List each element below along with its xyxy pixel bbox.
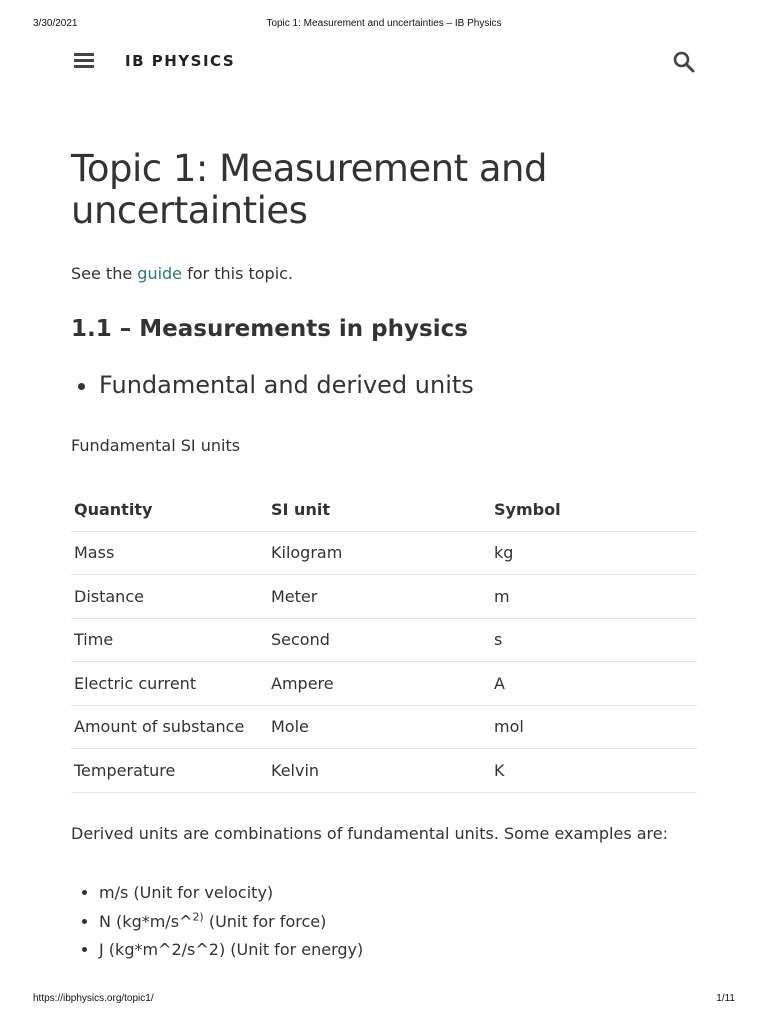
- intro-prefix: See the: [71, 264, 138, 283]
- table-row: [71, 705, 697, 749]
- subtopic-item: • Fundamental and derived units: [99, 369, 474, 401]
- search-icon[interactable]: [672, 50, 696, 74]
- table-row: [71, 749, 697, 793]
- section-heading: 1.1 – Measurements in physics: [71, 316, 468, 342]
- list-item: • J (kg*m^2/s^2) (Unit for energy): [99, 936, 363, 965]
- table-cell: Distance: [71, 575, 268, 619]
- table-cell: Time: [71, 618, 268, 662]
- example-text: (Unit for force): [203, 911, 327, 931]
- table-cell: Mole: [268, 705, 491, 749]
- table-row: [71, 662, 697, 706]
- column-header: Symbol: [491, 488, 697, 531]
- page-title: Topic 1: Measurement and uncertainties: [71, 147, 547, 232]
- table-cell: m: [491, 575, 697, 619]
- table-cell: Meter: [268, 575, 491, 619]
- table-cell: Amount of substance: [71, 705, 268, 749]
- table-cell: mol: [491, 705, 697, 749]
- table-cell: Kelvin: [268, 749, 491, 793]
- site-title[interactable]: IB PHYSICS: [125, 52, 236, 70]
- subtopic-list: [71, 369, 474, 401]
- table-cell: Mass: [71, 531, 268, 575]
- print-url: https://ibphysics.org/topic1/: [33, 993, 154, 1004]
- intro-suffix: for this topic.: [182, 264, 294, 283]
- hamburger-menu-icon[interactable]: [74, 53, 94, 69]
- list-item: • m/s (Unit for velocity): [99, 879, 363, 908]
- list-item: [99, 908, 363, 937]
- print-page-number: 1/11: [716, 993, 735, 1004]
- derived-units-list: [71, 879, 363, 965]
- table-cell: K: [491, 749, 697, 793]
- table-caption: Fundamental SI units: [71, 436, 241, 455]
- si-units-table: [71, 488, 697, 793]
- table-cell: A: [491, 662, 697, 706]
- table-cell: Temperature: [71, 749, 268, 793]
- column-header: SI unit: [268, 488, 491, 531]
- table-cell: s: [491, 618, 697, 662]
- table-cell: Second: [268, 618, 491, 662]
- print-title: Topic 1: Measurement and uncertainties – IB Physics: [266, 18, 502, 29]
- derived-units-intro: Derived units are combinations of fundamental units. Some examples are:: [71, 824, 668, 843]
- site-header: [0, 40, 768, 84]
- intro-paragraph: [71, 263, 293, 285]
- table-cell: Kilogram: [268, 531, 491, 575]
- print-date: 3/30/2021: [33, 18, 78, 29]
- table-cell: Ampere: [268, 662, 491, 706]
- table-row: [71, 618, 697, 662]
- table-row: [71, 575, 697, 619]
- table-header-row: [71, 488, 697, 531]
- table-cell: kg: [491, 531, 697, 575]
- table-cell: Electric current: [71, 662, 268, 706]
- guide-link[interactable]: guide: [137, 264, 183, 283]
- table-row: [71, 531, 697, 575]
- column-header: Quantity: [71, 488, 268, 531]
- superscript: 2): [192, 910, 204, 924]
- example-text: N (kg*m/s^: [99, 911, 193, 931]
